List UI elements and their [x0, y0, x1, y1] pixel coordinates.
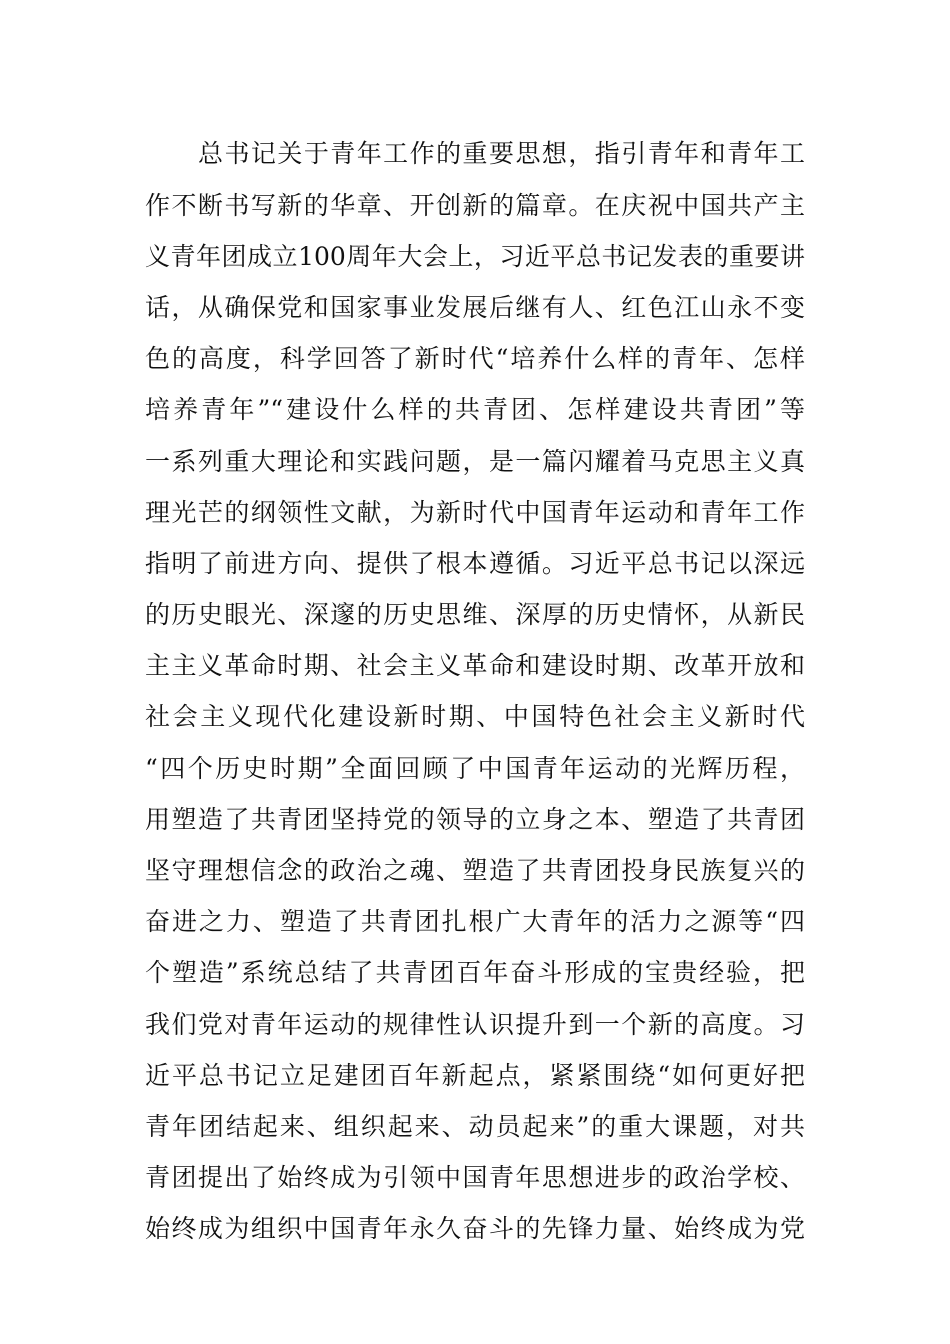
text-line: 理光芒的纲领性文献，为新时代中国青年运动和青年工作 — [145, 498, 805, 527]
text-line: 总书记关于青年工作的重要思想，指引青年和青年工 — [198, 139, 805, 168]
text-line: 青年团结起来、组织起来、动员起来”的重大课题，对共 — [145, 1112, 805, 1141]
text-line: 坚守理想信念的政治之魂、塑造了共青团投身民族复兴的 — [145, 856, 805, 885]
text-line: 话，从确保党和国家事业发展后继有人、红色江山永不变 — [145, 293, 805, 322]
text-line: 指明了前进方向、提供了根本遵循。习近平总书记以深远 — [145, 549, 805, 578]
text-line: 我们党对青年运动的规律性认识提升到一个新的高度。习 — [145, 1010, 805, 1039]
text-line: 用塑造了共青团坚持党的领导的立身之本、塑造了共青团 — [145, 805, 805, 834]
text-line: 一系列重大理论和实践问题，是一篇闪耀着马克思主义真 — [145, 447, 805, 476]
text-line: 的历史眼光、深邃的历史思维、深厚的历史情怀，从新民 — [145, 600, 805, 629]
text-line: 奋进之力、塑造了共青团扎根广大青年的活力之源等“四 — [145, 907, 805, 936]
text-line: 培养青年”“建设什么样的共青团、怎样建设共青团”等 — [145, 395, 805, 424]
text-line: 社会主义现代化建设新时期、中国特色社会主义新时代 — [145, 702, 805, 731]
text-line: “四个历史时期”全面回顾了中国青年运动的光辉历程， — [145, 754, 805, 783]
text-line: 色的高度，科学回答了新时代“培养什么样的青年、怎样 — [145, 344, 805, 373]
text-line: 作不断书写新的华章、开创新的篇章。在庆祝中国共产主 — [145, 191, 805, 220]
text-line: 主主义革命时期、社会主义革命和建设时期、改革开放和 — [145, 651, 805, 680]
text-line: 青团提出了始终成为引领中国青年思想进步的政治学校、 — [145, 1163, 805, 1192]
text-line: 近平总书记立足建团百年新起点，紧紧围绕“如何更好把 — [145, 1061, 805, 1090]
text-line: 义青年团成立100周年大会上，习近平总书记发表的重要讲 — [145, 242, 805, 271]
text-line: 个塑造”系统总结了共青团百年奋斗形成的宝贵经验，把 — [145, 958, 805, 987]
text-line: 始终成为组织中国青年永久奋斗的先锋力量、始终成为党 — [145, 1214, 805, 1243]
